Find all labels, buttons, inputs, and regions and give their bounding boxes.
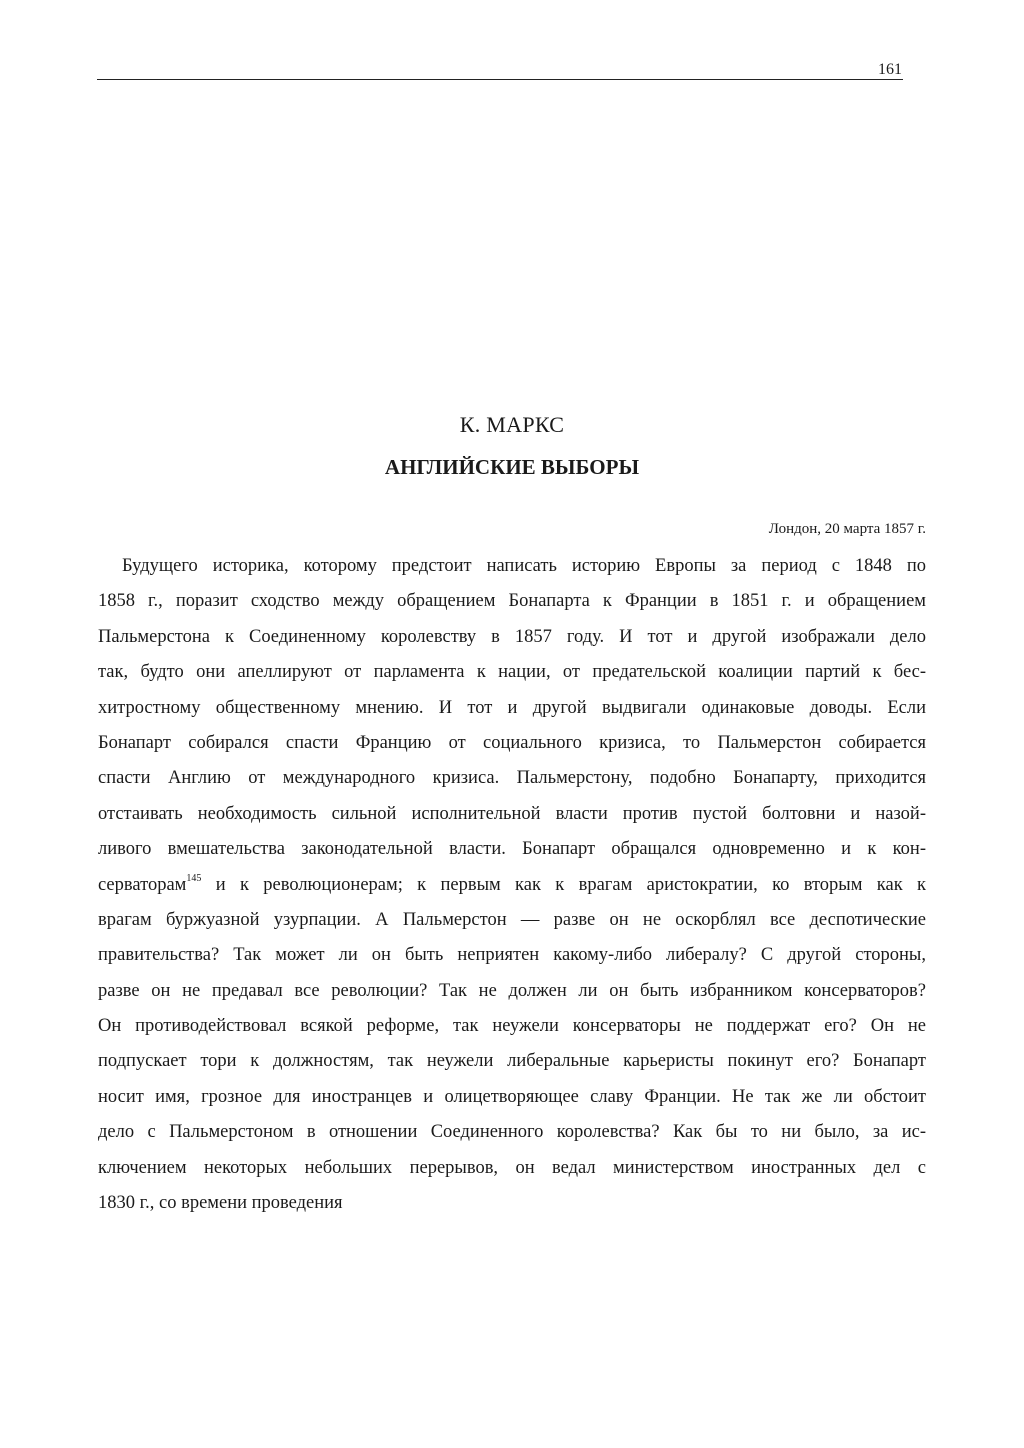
dateline: Лондон, 20 марта 1857 г.	[768, 521, 926, 537]
body-line: подпускает тори к должностям, так неужели либеральные карьеристы покинут его? Бонапарт	[98, 1051, 926, 1072]
body-line: дело с Пальмерстоном в отношении Соединенного королевства? Как бы то ни было, за ис-	[98, 1122, 926, 1143]
article-body	[98, 549, 926, 1221]
body-line: Он противодействовал всякой реформе, так неужели консерваторы не поддержат его? Он не	[98, 1016, 926, 1037]
body-line: 1830 г., со времени проведения	[98, 1193, 343, 1214]
body-line: хитростному общественному мнению. И тот и другой выдвигали одинаковые доводы. Если	[98, 697, 926, 718]
body-line-text: серваторам	[98, 874, 187, 895]
body-line: носит имя, грозное для иностранцев и олицетворяющее славу Франции. Не так же ли обстоит	[98, 1086, 926, 1107]
body-line: разве он не предавал все революции? Так не должен ли он быть избранником консерваторов?	[98, 980, 926, 1001]
body-line-text: и к революционерам; к первым как к врагам аристократии, ко вторым как к	[201, 874, 926, 895]
body-line: ливого вмешательства законодательной власти. Бонапарт обращался одновременно и к кон-	[98, 839, 926, 860]
body-line: так, будто они апеллируют от парламента к нации, от предательской коалиции партий к бес-	[98, 662, 926, 683]
body-line: 1858 г., поразит сходство между обращением Бонапарта к Франции в 1851 г. и обращением	[98, 591, 926, 612]
body-line: врагам буржуазной узурпации. А Пальмерстон — разве он не оскорблял все деспотические	[98, 909, 926, 930]
body-line: спасти Англию от международного кризиса. Пальмерстону, подобно Бонапарту, приходится	[98, 768, 926, 789]
body-line-with-footnote	[98, 868, 926, 903]
body-line: отстаивать необходимость сильной исполнительной власти против пустой болтовни и назой-	[98, 803, 926, 824]
author-name: К. МАРКС	[459, 412, 565, 437]
body-line: Пальмерстона к Соединенному королевству в 1857 году. И тот и другой изображали дело	[98, 626, 926, 647]
body-line: Будущего историка, которому предстоит написать историю Европы за период с 1848 по	[122, 556, 926, 576]
footnote-ref-145[interactable]: 145	[186, 872, 202, 884]
header-rule	[97, 79, 903, 80]
body-line: Бонапарт собирался спасти Францию от социального кризиса, то Пальмерстон собирается	[98, 732, 926, 753]
body-line: ключением некоторых небольших перерывов, он ведал министерством иностранных дел с	[98, 1157, 926, 1178]
body-line: правительства? Так может ли он быть неприятен какому-либо либералу? С другой стороны,	[98, 945, 926, 966]
page-number: 161	[878, 61, 902, 78]
article-title: АНГЛИЙСКИЕ ВЫБОРЫ	[384, 455, 640, 479]
